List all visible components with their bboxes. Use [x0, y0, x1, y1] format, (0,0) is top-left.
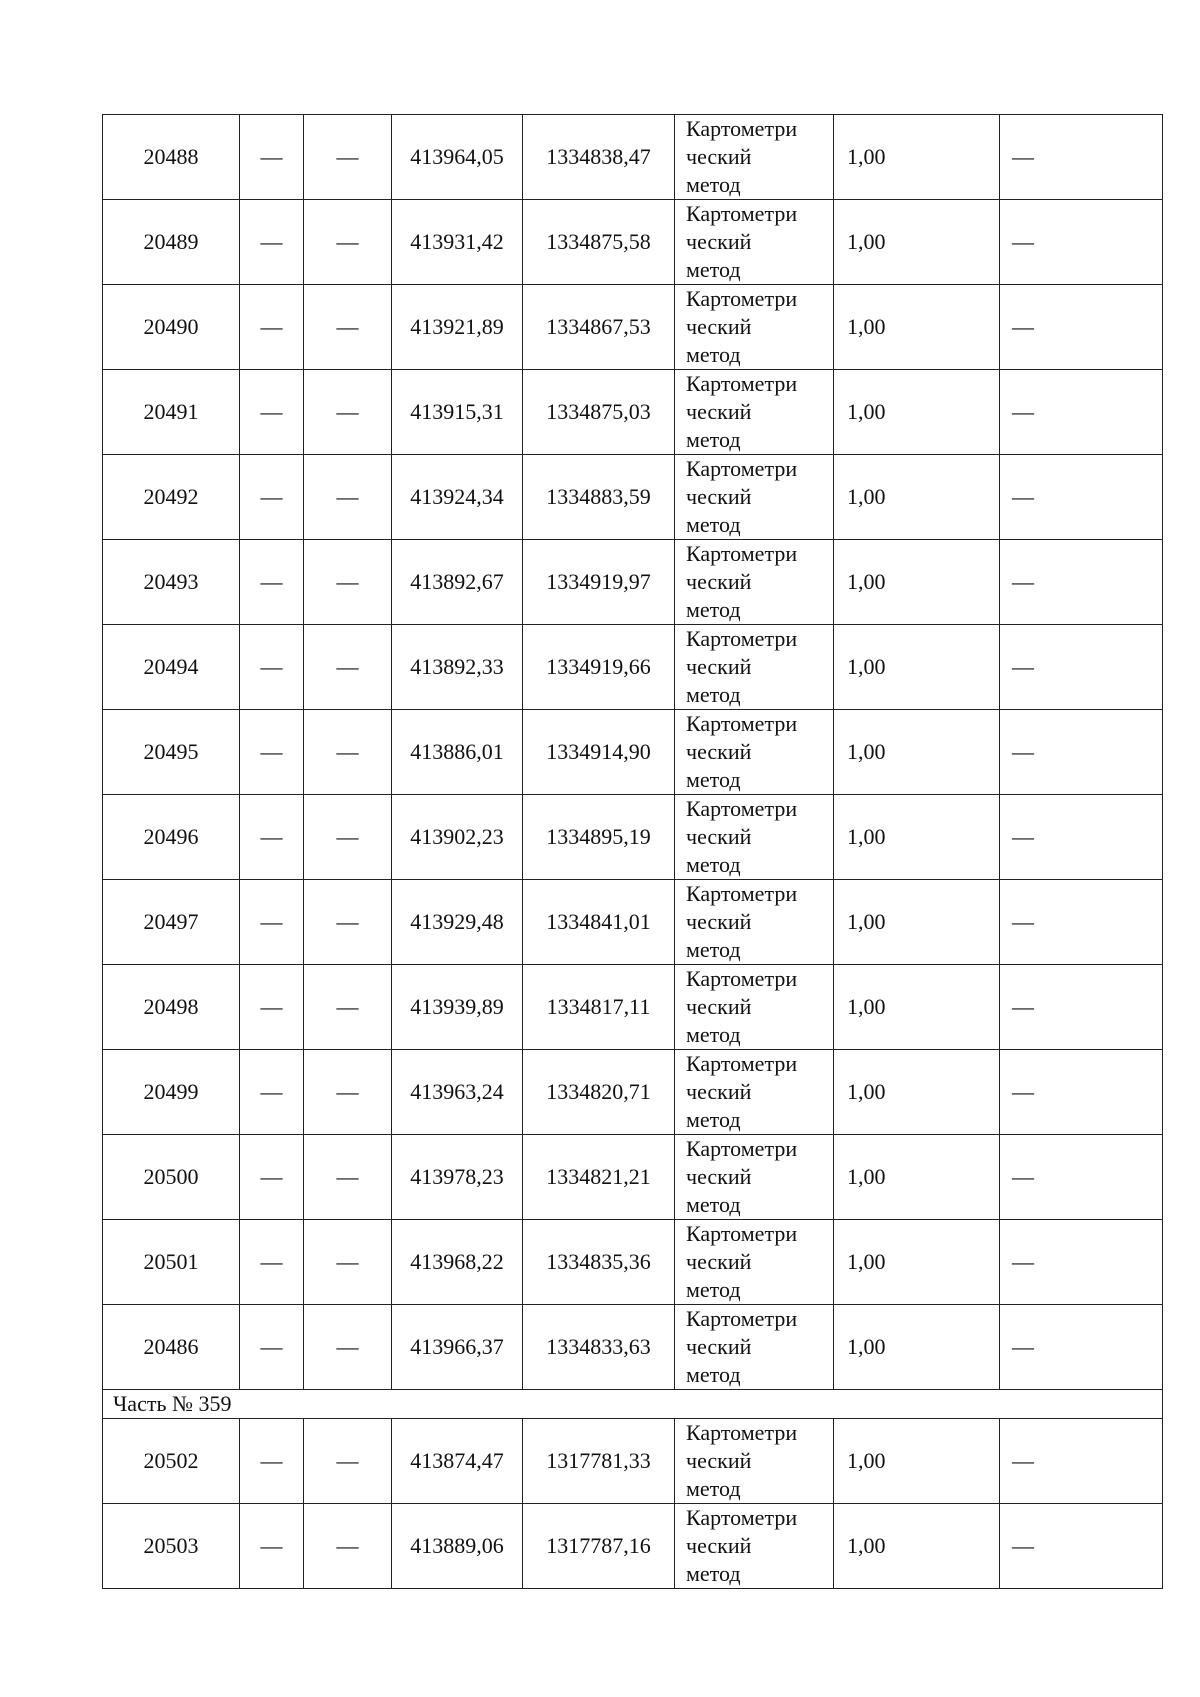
part-label: Часть № 359: [103, 1390, 1163, 1419]
accuracy-value: 1,00: [834, 200, 1000, 285]
y-coordinate: 1334838,47: [523, 115, 675, 200]
method-text-line: ческий: [686, 144, 752, 169]
method-text-line: ческий: [686, 654, 752, 679]
method-text-line: метод: [686, 1476, 741, 1501]
method-text-line: метод: [686, 1561, 741, 1586]
y-coordinate: 1317781,33: [523, 1419, 675, 1504]
table-row: [103, 710, 1163, 795]
method-text-line: ческий: [686, 909, 752, 934]
x-coordinate: 413886,01: [392, 710, 523, 795]
description-empty: —: [1000, 1504, 1163, 1589]
y-coordinate: 1334919,97: [523, 540, 675, 625]
y-coordinate: 1334833,63: [523, 1305, 675, 1390]
part-row: [103, 1390, 1163, 1419]
method-text-line: ческий: [686, 1533, 752, 1558]
accuracy-value: 1,00: [834, 455, 1000, 540]
method-text-line: метод: [686, 1277, 741, 1302]
x-coordinate: 413924,34: [392, 455, 523, 540]
empty-x-value: —: [240, 795, 304, 880]
accuracy-value: 1,00: [834, 1050, 1000, 1135]
empty-y-value: —: [304, 625, 392, 710]
method-text-line: метод: [686, 767, 741, 792]
table-row: [103, 1419, 1163, 1504]
method-text-line: Картометри: [686, 1420, 798, 1445]
y-coordinate: 1334821,21: [523, 1135, 675, 1220]
description-empty: —: [1000, 1305, 1163, 1390]
method-text-line: ческий: [686, 824, 752, 849]
empty-y-value: —: [304, 1419, 392, 1504]
empty-x-value: —: [240, 540, 304, 625]
table-row: [103, 370, 1163, 455]
method-text-line: метод: [686, 852, 741, 877]
method-text-line: Картометри: [686, 1505, 798, 1530]
method-text-line: метод: [686, 1192, 741, 1217]
x-coordinate: 413892,33: [392, 625, 523, 710]
point-number: 20501: [103, 1220, 240, 1305]
table-row: [103, 1504, 1163, 1589]
method-text-line: Картометри: [686, 371, 798, 396]
x-coordinate: 413929,48: [392, 880, 523, 965]
method-text-line: метод: [686, 937, 741, 962]
method-text-line: Картометри: [686, 201, 798, 226]
accuracy-value: 1,00: [834, 115, 1000, 200]
empty-x-value: —: [240, 1220, 304, 1305]
method-cell: [675, 115, 834, 200]
coordinates-table: [102, 114, 1163, 1589]
accuracy-value: 1,00: [834, 710, 1000, 795]
method-text-line: Картометри: [686, 711, 798, 736]
x-coordinate: 413915,31: [392, 370, 523, 455]
method-text-line: ческий: [686, 1334, 752, 1359]
method-cell: [675, 1504, 834, 1589]
x-coordinate: 413939,89: [392, 965, 523, 1050]
empty-x-value: —: [240, 965, 304, 1050]
x-coordinate: 413892,67: [392, 540, 523, 625]
description-empty: —: [1000, 1419, 1163, 1504]
x-coordinate: 413964,05: [392, 115, 523, 200]
empty-y-value: —: [304, 200, 392, 285]
method-cell: [675, 710, 834, 795]
method-text-line: Картометри: [686, 541, 798, 566]
table-row: [103, 540, 1163, 625]
empty-x-value: —: [240, 710, 304, 795]
point-number: 20496: [103, 795, 240, 880]
point-number: 20493: [103, 540, 240, 625]
empty-x-value: —: [240, 1419, 304, 1504]
x-coordinate: 413978,23: [392, 1135, 523, 1220]
table-row: [103, 285, 1163, 370]
point-number: 20498: [103, 965, 240, 1050]
accuracy-value: 1,00: [834, 1135, 1000, 1220]
method-cell: [675, 1419, 834, 1504]
y-coordinate: 1334883,59: [523, 455, 675, 540]
method-text-line: Картометри: [686, 626, 798, 651]
empty-y-value: —: [304, 710, 392, 795]
empty-x-value: —: [240, 370, 304, 455]
method-text-line: ческий: [686, 739, 752, 764]
point-number: 20502: [103, 1419, 240, 1504]
empty-x-value: —: [240, 455, 304, 540]
table-row: [103, 880, 1163, 965]
table-row: [103, 1220, 1163, 1305]
point-number: 20489: [103, 200, 240, 285]
description-empty: —: [1000, 285, 1163, 370]
empty-y-value: —: [304, 455, 392, 540]
method-text-line: Картометри: [686, 1136, 798, 1161]
method-cell: [675, 795, 834, 880]
table-row: [103, 625, 1163, 710]
method-text-line: Картометри: [686, 286, 798, 311]
accuracy-value: 1,00: [834, 1504, 1000, 1589]
y-coordinate: 1334875,03: [523, 370, 675, 455]
method-text-line: Картометри: [686, 966, 798, 991]
empty-x-value: —: [240, 1305, 304, 1390]
empty-y-value: —: [304, 1220, 392, 1305]
point-number: 20488: [103, 115, 240, 200]
accuracy-value: 1,00: [834, 285, 1000, 370]
empty-x-value: —: [240, 1135, 304, 1220]
point-number: 20497: [103, 880, 240, 965]
method-text-line: метод: [686, 1362, 741, 1387]
method-text-line: ческий: [686, 1164, 752, 1189]
method-text-line: метод: [686, 1022, 741, 1047]
empty-y-value: —: [304, 880, 392, 965]
y-coordinate: 1334895,19: [523, 795, 675, 880]
empty-y-value: —: [304, 370, 392, 455]
method-text-line: ческий: [686, 1079, 752, 1104]
method-text-line: метод: [686, 257, 741, 282]
description-empty: —: [1000, 370, 1163, 455]
method-text-line: ческий: [686, 314, 752, 339]
method-text-line: метод: [686, 342, 741, 367]
accuracy-value: 1,00: [834, 795, 1000, 880]
description-empty: —: [1000, 1050, 1163, 1135]
y-coordinate: 1334867,53: [523, 285, 675, 370]
x-coordinate: 413921,89: [392, 285, 523, 370]
method-text-line: Картометри: [686, 796, 798, 821]
empty-x-value: —: [240, 1050, 304, 1135]
method-text-line: Картометри: [686, 116, 798, 141]
description-empty: —: [1000, 965, 1163, 1050]
empty-y-value: —: [304, 540, 392, 625]
description-empty: —: [1000, 540, 1163, 625]
method-cell: [675, 200, 834, 285]
point-number: 20486: [103, 1305, 240, 1390]
method-text-line: метод: [686, 172, 741, 197]
method-text-line: ческий: [686, 994, 752, 1019]
method-text-line: Картометри: [686, 1051, 798, 1076]
empty-y-value: —: [304, 285, 392, 370]
description-empty: —: [1000, 1220, 1163, 1305]
method-text-line: ческий: [686, 399, 752, 424]
x-coordinate: 413963,24: [392, 1050, 523, 1135]
x-coordinate: 413968,22: [392, 1220, 523, 1305]
accuracy-value: 1,00: [834, 1419, 1000, 1504]
empty-x-value: —: [240, 285, 304, 370]
empty-x-value: —: [240, 200, 304, 285]
method-text-line: метод: [686, 427, 741, 452]
method-cell: [675, 880, 834, 965]
accuracy-value: 1,00: [834, 370, 1000, 455]
y-coordinate: 1334914,90: [523, 710, 675, 795]
y-coordinate: 1334820,71: [523, 1050, 675, 1135]
description-empty: —: [1000, 710, 1163, 795]
method-cell: [675, 1135, 834, 1220]
empty-y-value: —: [304, 1050, 392, 1135]
y-coordinate: 1334817,11: [523, 965, 675, 1050]
accuracy-value: 1,00: [834, 1305, 1000, 1390]
y-coordinate: 1317787,16: [523, 1504, 675, 1589]
method-cell: [675, 625, 834, 710]
point-number: 20500: [103, 1135, 240, 1220]
empty-x-value: —: [240, 115, 304, 200]
y-coordinate: 1334841,01: [523, 880, 675, 965]
accuracy-value: 1,00: [834, 625, 1000, 710]
x-coordinate: 413874,47: [392, 1419, 523, 1504]
method-text-line: Картометри: [686, 1306, 798, 1331]
x-coordinate: 413902,23: [392, 795, 523, 880]
empty-x-value: —: [240, 1504, 304, 1589]
table-row: [103, 795, 1163, 880]
part-header: [103, 1390, 1163, 1419]
method-cell: [675, 965, 834, 1050]
description-empty: —: [1000, 880, 1163, 965]
x-coordinate: 413931,42: [392, 200, 523, 285]
method-text-line: Картометри: [686, 881, 798, 906]
method-cell: [675, 455, 834, 540]
table-body-part-a: [103, 115, 1163, 1390]
point-number: 20491: [103, 370, 240, 455]
accuracy-value: 1,00: [834, 1220, 1000, 1305]
y-coordinate: 1334919,66: [523, 625, 675, 710]
empty-y-value: —: [304, 115, 392, 200]
method-cell: [675, 1305, 834, 1390]
x-coordinate: 413966,37: [392, 1305, 523, 1390]
method-text-line: Картометри: [686, 1221, 798, 1246]
point-number: 20492: [103, 455, 240, 540]
table-row: [103, 1135, 1163, 1220]
method-text-line: метод: [686, 682, 741, 707]
table-row: [103, 455, 1163, 540]
description-empty: —: [1000, 200, 1163, 285]
empty-y-value: —: [304, 1305, 392, 1390]
method-text-line: метод: [686, 1107, 741, 1132]
description-empty: —: [1000, 625, 1163, 710]
method-text-line: ческий: [686, 1249, 752, 1274]
y-coordinate: 1334835,36: [523, 1220, 675, 1305]
method-text-line: ческий: [686, 1448, 752, 1473]
method-cell: [675, 370, 834, 455]
method-text-line: метод: [686, 597, 741, 622]
table-row: [103, 1050, 1163, 1135]
point-number: 20503: [103, 1504, 240, 1589]
method-cell: [675, 540, 834, 625]
method-text-line: ческий: [686, 229, 752, 254]
x-coordinate: 413889,06: [392, 1504, 523, 1589]
table-row: [103, 200, 1163, 285]
method-cell: [675, 1050, 834, 1135]
accuracy-value: 1,00: [834, 965, 1000, 1050]
point-number: 20499: [103, 1050, 240, 1135]
accuracy-value: 1,00: [834, 880, 1000, 965]
table-body-part-b: [103, 1419, 1163, 1589]
accuracy-value: 1,00: [834, 540, 1000, 625]
empty-x-value: —: [240, 625, 304, 710]
empty-y-value: —: [304, 1135, 392, 1220]
description-empty: —: [1000, 795, 1163, 880]
method-cell: [675, 1220, 834, 1305]
empty-y-value: —: [304, 795, 392, 880]
description-empty: —: [1000, 455, 1163, 540]
description-empty: —: [1000, 1135, 1163, 1220]
method-text-line: Картометри: [686, 456, 798, 481]
empty-y-value: —: [304, 965, 392, 1050]
table-row: [103, 115, 1163, 200]
table-row: [103, 965, 1163, 1050]
point-number: 20494: [103, 625, 240, 710]
point-number: 20495: [103, 710, 240, 795]
method-cell: [675, 285, 834, 370]
empty-x-value: —: [240, 880, 304, 965]
method-text-line: метод: [686, 512, 741, 537]
point-number: 20490: [103, 285, 240, 370]
y-coordinate: 1334875,58: [523, 200, 675, 285]
description-empty: —: [1000, 115, 1163, 200]
method-text-line: ческий: [686, 484, 752, 509]
method-text-line: ческий: [686, 569, 752, 594]
table-row: [103, 1305, 1163, 1390]
empty-y-value: —: [304, 1504, 392, 1589]
